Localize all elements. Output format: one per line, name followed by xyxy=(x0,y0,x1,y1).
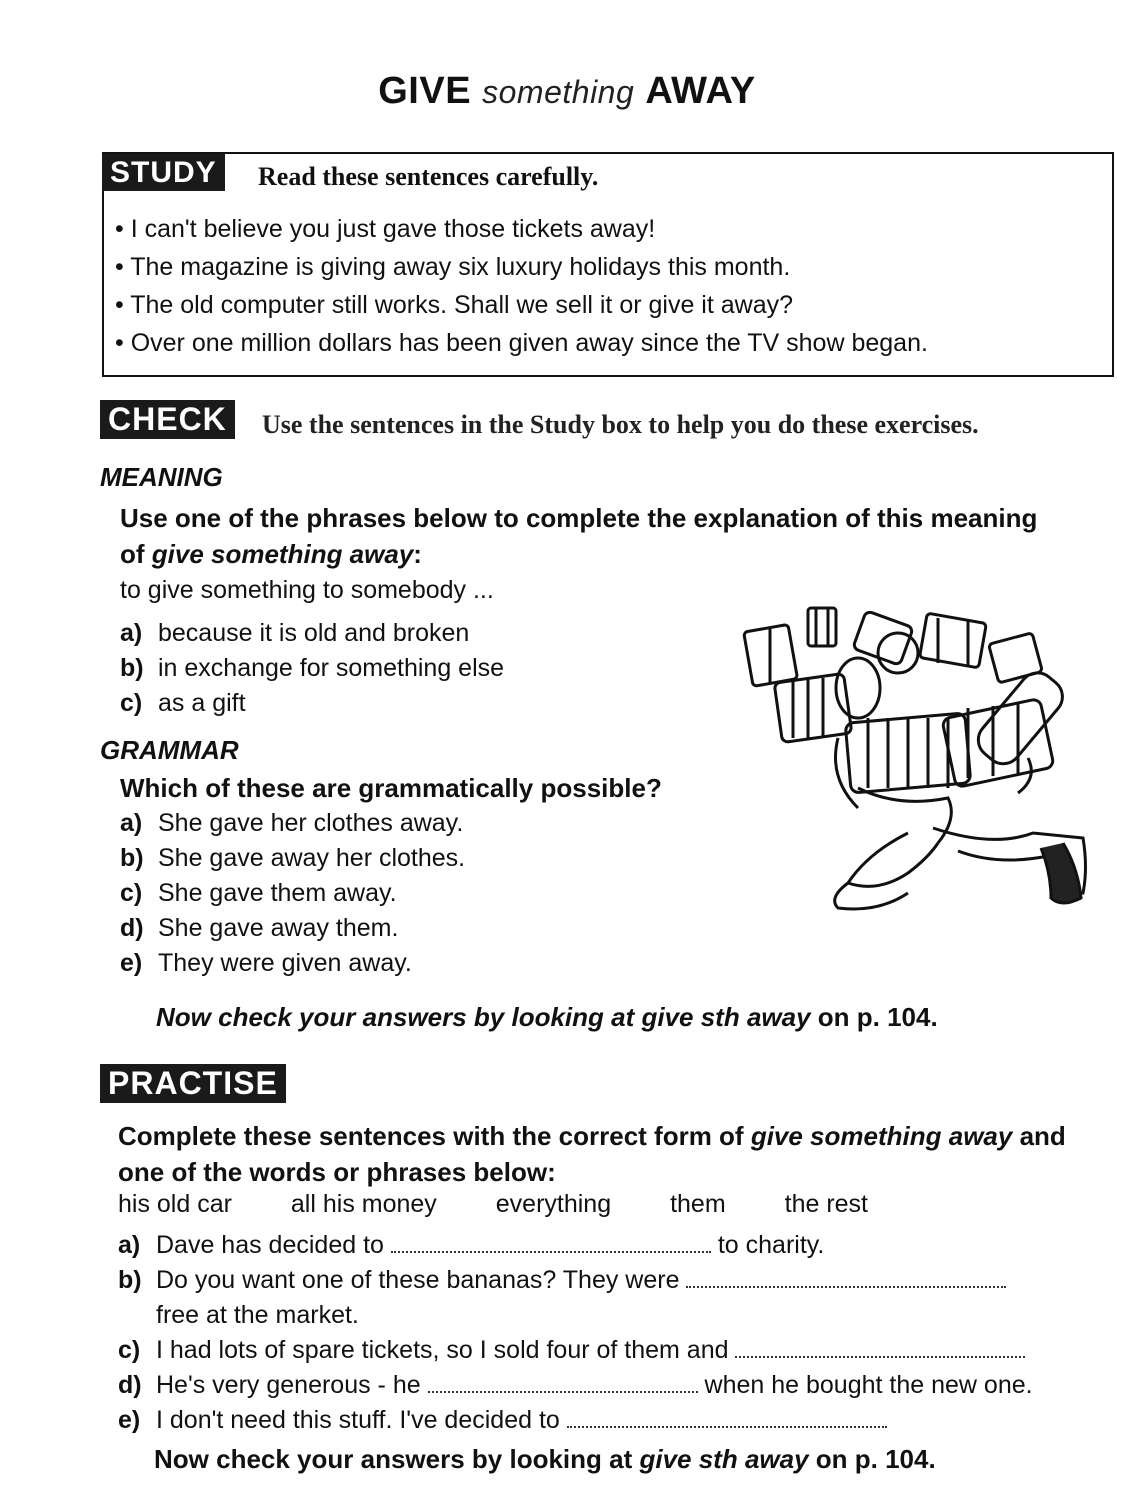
grammar-option: e) They were given away. xyxy=(120,949,412,977)
gift-box-icon xyxy=(919,613,986,668)
meaning-option: c) as a gift xyxy=(120,689,246,717)
word-bank-item: the rest xyxy=(784,1190,868,1218)
gift-ribbon xyxy=(793,678,823,738)
gift-box-icon xyxy=(808,608,836,646)
study-tag: STUDY xyxy=(102,154,225,191)
study-sentence: • The magazine is giving away six luxury holidays this month. xyxy=(115,253,791,281)
check-instruction: Use the sentences in the Study box to help you do these exercises. xyxy=(262,410,979,439)
answer-blank[interactable] xyxy=(686,1268,1006,1288)
gift-roll-icon xyxy=(971,666,1070,772)
grammar-option: a) She gave her clothes away. xyxy=(120,809,464,837)
meaning-options xyxy=(120,616,504,721)
boot-right xyxy=(1041,843,1081,903)
study-sentence: • The old computer still works. Shall we sell it or give it away? xyxy=(115,291,794,319)
word-bank-item: everything xyxy=(495,1190,612,1218)
grammar-options xyxy=(120,806,465,981)
meaning-option: b) in exchange for something else xyxy=(120,654,505,682)
study-sentence-list xyxy=(115,210,928,362)
meaning-stem: to give something to somebody ... xyxy=(120,576,494,604)
grammar-option: c) She gave them away. xyxy=(120,879,397,907)
study-instruction: Read these sentences carefully. xyxy=(258,162,599,191)
word-bank-item: them xyxy=(670,1190,726,1218)
leg-left xyxy=(848,833,938,886)
gift-ribbon xyxy=(968,704,1018,778)
word-bank xyxy=(118,1190,920,1219)
meaning-label: MEANING xyxy=(100,462,223,492)
hat-icon xyxy=(878,633,918,673)
gift-box-icon xyxy=(989,633,1043,683)
study-tag-wrap xyxy=(102,154,225,191)
gift-carrier-illustration xyxy=(738,598,1108,918)
gift-ribbon xyxy=(938,618,968,665)
check-answers-note: Now check your answers by looking at give sth away on p. 104. xyxy=(156,1002,938,1032)
answer-blank[interactable] xyxy=(567,1408,887,1428)
practise-item: e) I don't need this stuff. I've decided to xyxy=(118,1403,1108,1438)
check-tag: CHECK xyxy=(100,400,235,439)
grammar-label: GRAMMAR xyxy=(100,735,239,765)
practise-tag-wrap xyxy=(100,1064,286,1103)
practise-item: c) I had lots of spare tickets, so I sold four of them and xyxy=(118,1333,1108,1368)
head-icon xyxy=(836,658,880,718)
study-sentence: • I can't believe you just gave those tickets away! xyxy=(115,215,656,243)
practise-tag: PRACTISE xyxy=(100,1064,286,1103)
gift-ribbon xyxy=(868,718,948,788)
practise-instruction: Complete these sentences with the correct form of give something away and one of the words or phrases below: xyxy=(118,1121,1066,1187)
answer-blank[interactable] xyxy=(391,1233,711,1253)
title-object: something xyxy=(482,74,635,110)
title-particle: AWAY xyxy=(645,70,756,112)
practise-item: b) Do you want one of these bananas? They were free at the market. xyxy=(118,1263,1108,1333)
answer-blank[interactable] xyxy=(428,1373,698,1393)
practise-item: d) He's very generous - he when he bought the new one. xyxy=(118,1371,1033,1399)
grammar-option: b) She gave away her clothes. xyxy=(120,844,466,872)
word-bank-item: his old car xyxy=(118,1190,232,1218)
title-verb: GIVE xyxy=(378,70,472,112)
gift-ribbon xyxy=(816,608,828,646)
practise-items xyxy=(118,1228,1108,1438)
study-sentence: • Over one million dollars has been given away since the TV show began. xyxy=(115,329,928,357)
word-bank-item: all his money xyxy=(290,1190,437,1218)
page-title xyxy=(0,70,1134,113)
grammar-option: d) She gave away them. xyxy=(120,914,399,942)
answer-blank[interactable] xyxy=(735,1338,1025,1358)
grammar-instruction: Which of these are grammatically possible? xyxy=(120,773,662,803)
practise-item: a) Dave has decided to to charity. xyxy=(118,1231,825,1259)
meaning-instruction: Use one of the phrases below to complete the explanation of this meaning of give something away: xyxy=(120,503,1038,569)
meaning-option: a) because it is old and broken xyxy=(120,619,470,647)
check-tag-wrap xyxy=(100,400,235,439)
practise-answers-note: Now check your answers by looking at give sth away on p. 104. xyxy=(154,1444,936,1474)
